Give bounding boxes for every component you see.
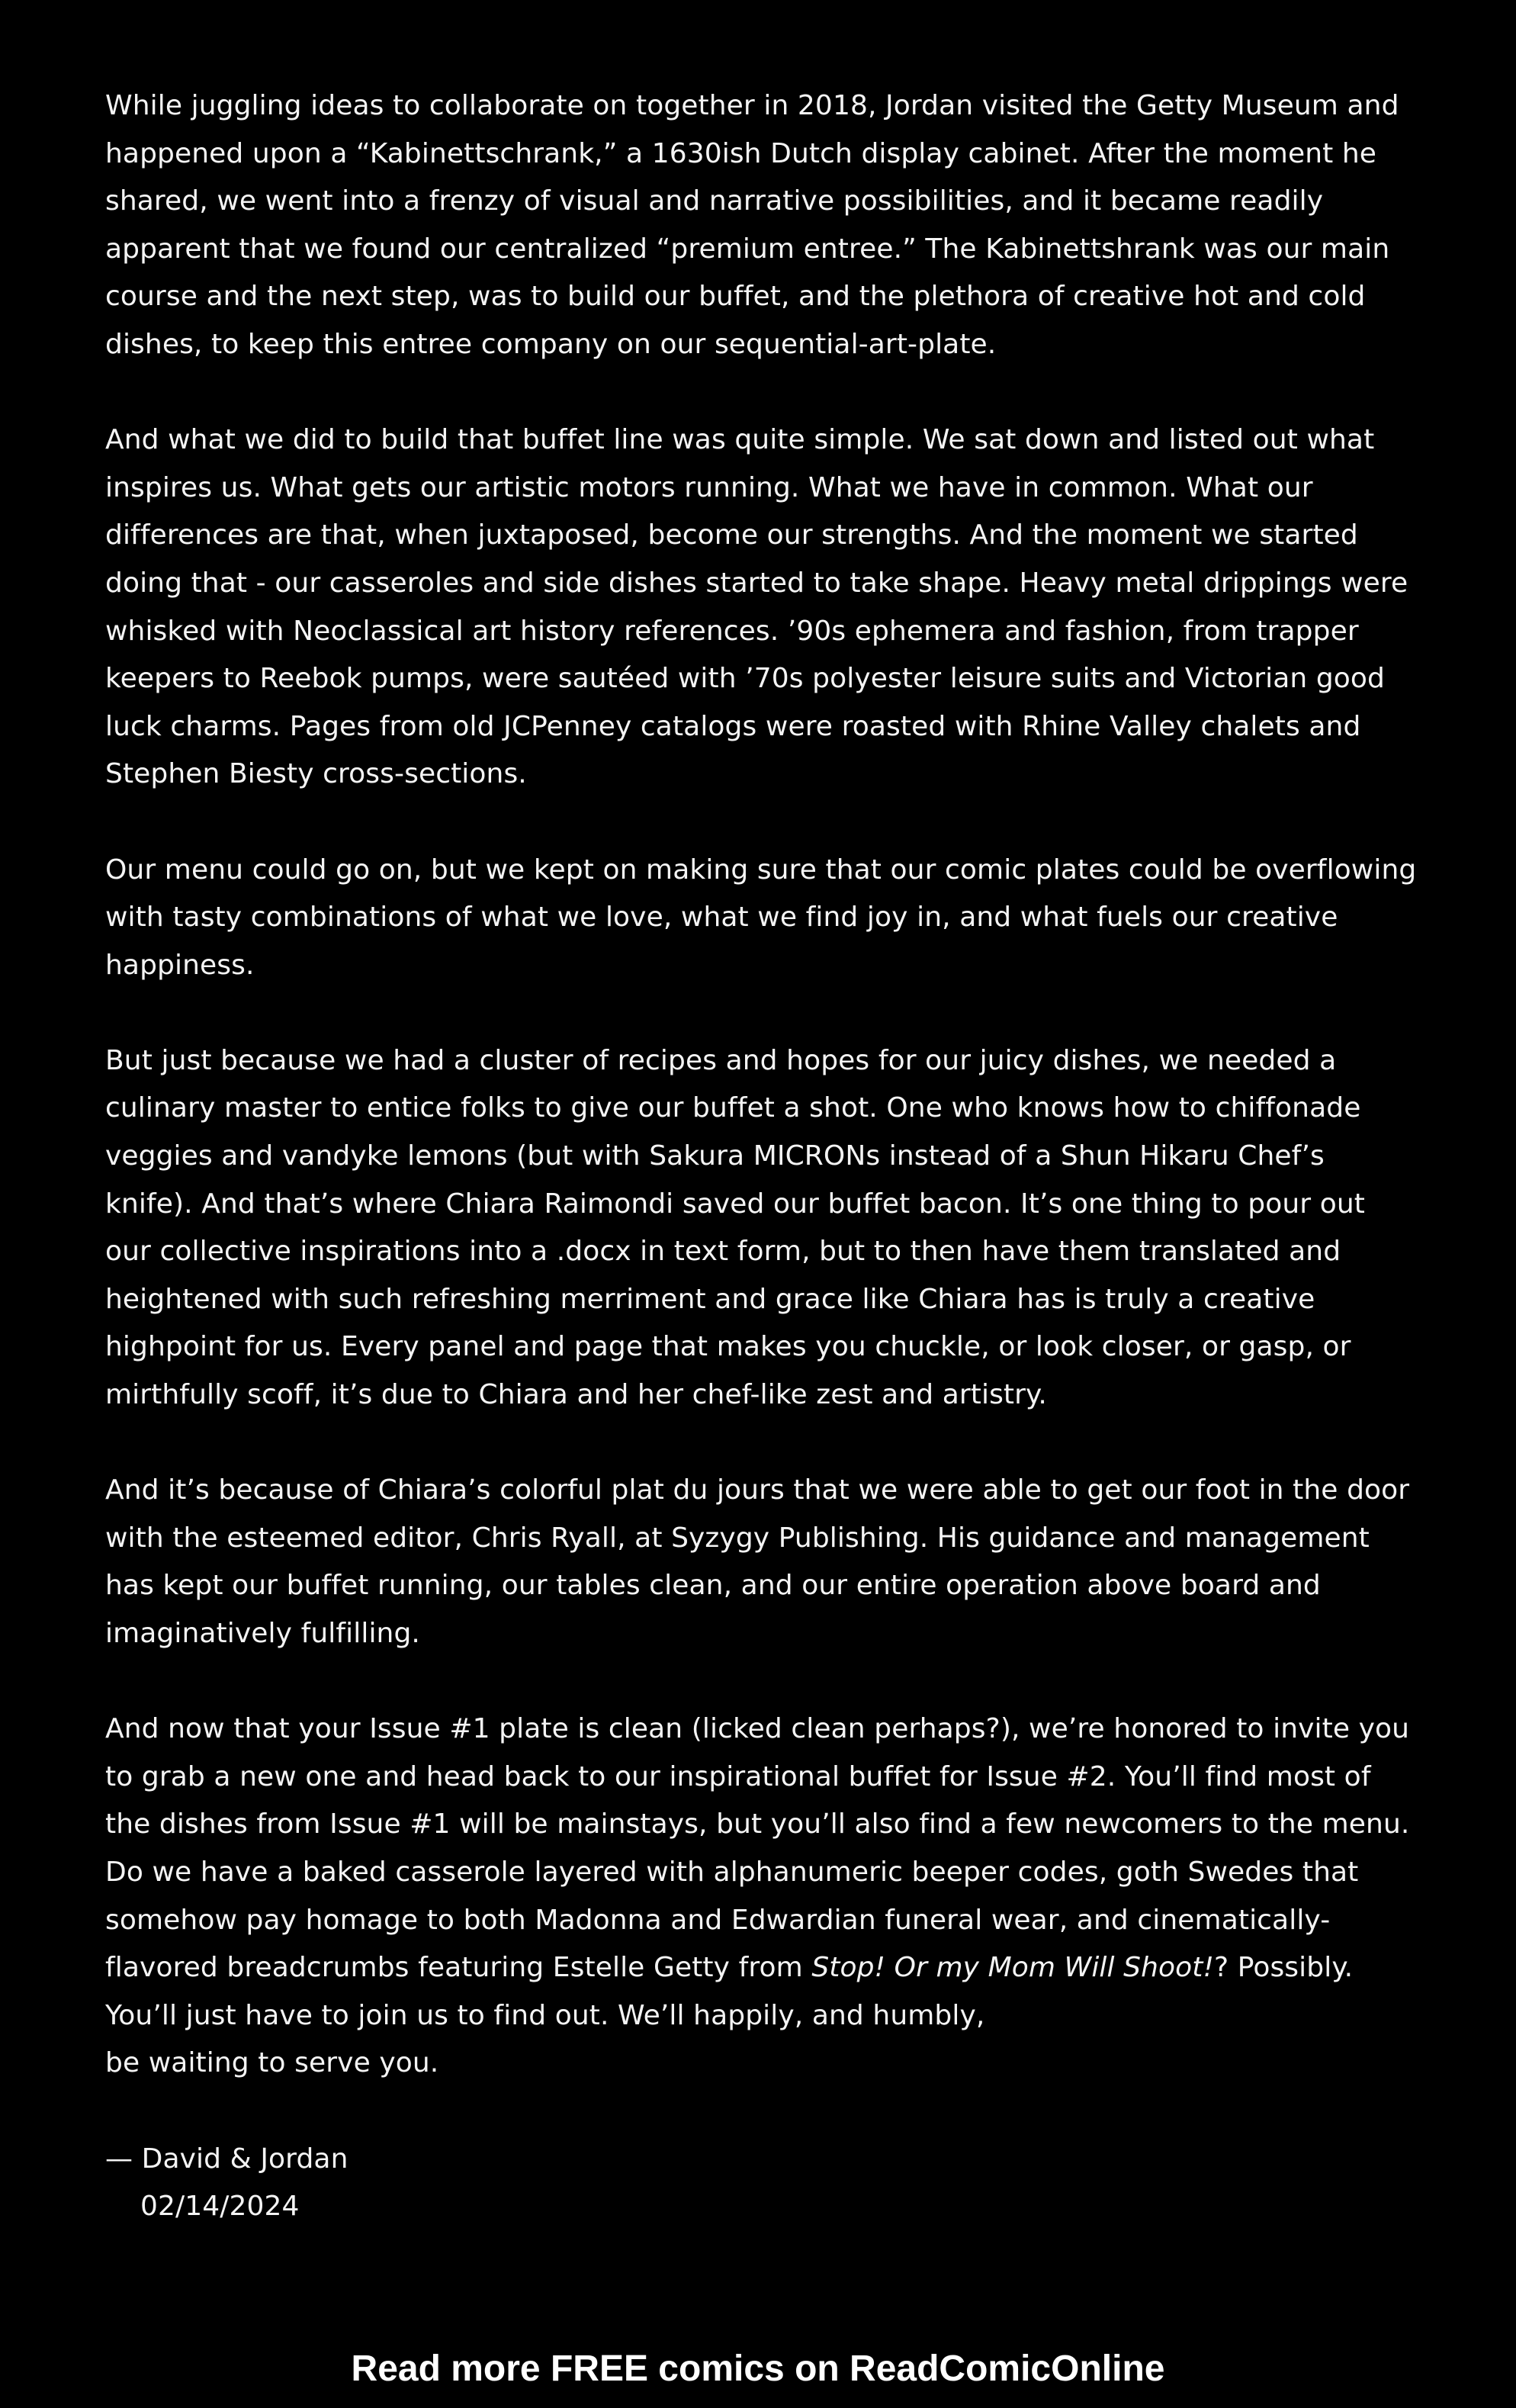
letter-body (105, 82, 1417, 2231)
letter-date: 02/14/2024 (140, 2191, 300, 2223)
movie-title: Stop! Or my Mom Will Shoot! (811, 1952, 1215, 1984)
signature: — David & Jordan (105, 2143, 348, 2175)
letter-paragraph-4: But just because we had a cluster of recipes and hopes for our juicy dishes, we needed a culinary master to entice folks to give our buffet a shot. One who knows how to chiffonade veggies and vandyke lemons (but with Sakura MICRONs instead of a Shun Hikaru Chef’s knife). And that’s where Chiara Raimondi saved our buffet bacon. It’s one thing to pour out our collective inspirations into a .docx in text form, but to then have them translated and heightened with such refreshing merriment and grace like Chiara has is truly a creative highpoint for us. Every panel and page that makes you chuckle, or look closer, or gasp, or mirthfully scoff, it’s due to Chiara and her chef-like zest and artistry. (105, 1044, 1365, 1411)
letter-paragraph-6 (105, 1706, 1417, 2088)
letter-paragraph-1: While juggling ideas to collaborate on together in 2018, Jordan visited the Getty Museum and happened upon a “Kabinettschrank,” a 1630ish Dutch display cabinet. After the moment he shared, we went into a frenzy of visual and narrative possibilities, and it became readily apparent that we found our centralized “premium entree.” The Kabinettshrank was our main course and the next step, was to build our buffet, and the plethora of creative hot and cold dishes, to keep this entree company on our sequential-art-plate. (105, 90, 1399, 360)
read-more-link[interactable]: Read more FREE comics on ReadComicOnline (351, 2349, 1165, 2389)
letter-paragraph-6-last-line: be waiting to serve you. (105, 2047, 439, 2079)
letter-paragraph-3: Our menu could go on, but we kept on making sure that our comic plates could be overflowing with tasty combinations of what we love, what we find joy in, and what fuels our creative happiness. (105, 854, 1417, 981)
letter-paragraph-6-text-b: ? Possibly. You’ll just have to join us to find out. We’ll happily, and humbly, (105, 1952, 1354, 2031)
letter-paragraph-2: And what we did to build that buffet line was quite simple. We sat down and listed out what inspires us. What gets our artistic motors running. What we have in common. What our differences are that, when juxtaposed, become our strengths. And the moment we started doing that - our casseroles and side dishes started to take shape. Heavy metal drippings were whisked with Neoclassical art history references. ’90s ephemera and fashion, from trapper keepers to Reebok pumps, were sautéed with ’70s polyester leisure suits and Victorian good luck charms. Pages from old JCPenney catalogs were roasted with Rhine Valley chalets and Stephen Biesty cross-sections. (105, 424, 1408, 790)
letter-paragraph-5: And it’s because of Chiara’s colorful plat du jours that we were able to get our foot in the door with the esteemed editor, Chris Ryall, at Syzygy Publishing. His guidance and management has kept our buffet running, our tables clean, and our entire operation above board and imaginatively fulfilling. (105, 1474, 1410, 1649)
letter-paragraph-6-text-a: And now that your Issue #1 plate is clean (licked clean perhaps?), we’re honored to invite you to grab a new one and head back to our inspirational buffet for Issue #2. You’ll find most of the dishes from Issue #1 will be mainstays, but you’ll also find a few newcomers to the menu. Do we have a baked casserole layered with alphanumeric beeper codes, goth Swedes that somehow pay homage to both Madonna and Edwardian funeral wear, and cinematically-flavored breadcrumbs featuring Estelle Getty from (105, 1713, 1410, 1984)
